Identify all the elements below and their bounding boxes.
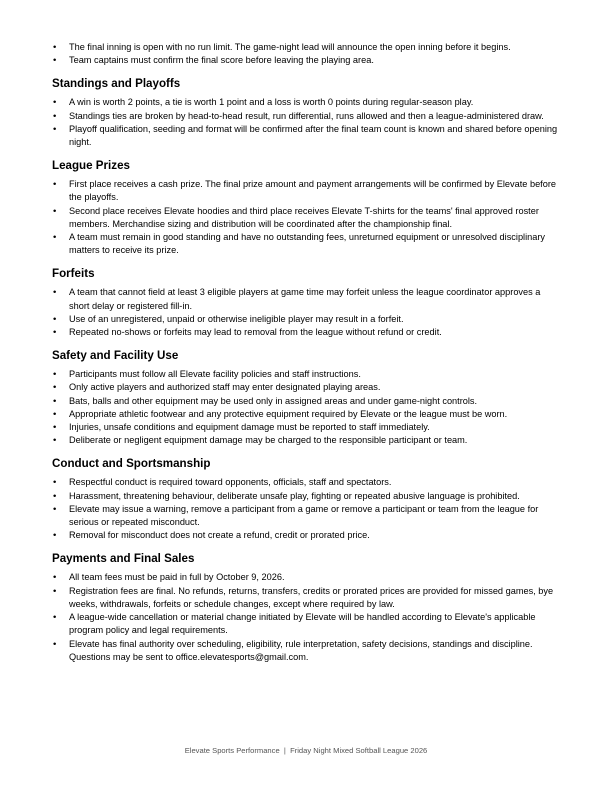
section-prizes (52, 159, 560, 257)
list-item: • Standings ties are broken by head-to-head result, run differential, runs allowed and then a league-administered draw. (52, 110, 560, 123)
bullet-list (52, 368, 560, 447)
bullet-list (52, 571, 560, 663)
list-item: • A win is worth 2 points, a tie is worth 1 point and a loss is worth 0 points during regular-season play. (52, 96, 560, 109)
section-conduct (52, 457, 560, 542)
list-item: • Participants must follow all Elevate facility policies and staff instructions. (52, 368, 560, 381)
list-item: • All team fees must be paid in full by October 9, 2026. (52, 571, 560, 584)
list-item: • Harassment, threatening behaviour, deliberate unsafe play, fighting or repeated abusive language is prohibited. (52, 490, 560, 503)
section-heading: Payments and Final Sales (52, 552, 195, 566)
list-item: • Elevate may issue a warning, remove a participant from a game or remove a participant or team from the league for serious or repeated misconduct. (52, 503, 560, 529)
bullet-list (52, 286, 560, 339)
list-item: • The final inning is open with no run limit. The game-night lead will announce the open inning before it begins. (52, 41, 560, 54)
list-item: • First place receives a cash prize. The final prize amount and payment arrangements will be confirmed by Elevate before the playoffs. (52, 178, 560, 204)
section-heading: Conduct and Sportsmanship (52, 457, 211, 471)
section-heading: League Prizes (52, 159, 130, 173)
list-item: • Only active players and authorized staff may enter designated playing areas. (52, 381, 560, 394)
list-item: • Elevate has final authority over scheduling, eligibility, rule interpretation, safety decisions, standings and discipline. Questions may be sent to office.elevatesports@gmail.com. (52, 638, 560, 664)
list-item: • Deliberate or negligent equipment damage may be charged to the responsible participant or team. (52, 434, 560, 447)
list-item: • Removal for misconduct does not create a refund, credit or prorated price. (52, 529, 560, 542)
list-item: • Use of an unregistered, unpaid or otherwise ineligible player may result in a forfeit. (52, 313, 560, 326)
intro-list (52, 41, 560, 67)
section-forfeits (52, 267, 560, 339)
section-heading: Forfeits (52, 267, 95, 281)
list-item: • Respectful conduct is required toward opponents, officials, staff and spectators. (52, 476, 560, 489)
section-payments (52, 552, 560, 663)
list-item: • Second place receives Elevate hoodies and third place receives Elevate T-shirts for the teams' final approved roster members. Merchandise sizing and distribution will be coordinated after the championship final. (52, 205, 560, 231)
list-item: • A team must remain in good standing and have no outstanding fees, unreturned equipment or unresolved disciplinary matters to receive its prize. (52, 231, 560, 257)
list-item: • Injuries, unsafe conditions and equipment damage must be reported to staff immediately. (52, 421, 560, 434)
section-standings (52, 77, 560, 149)
list-item: • A team that cannot field at least 3 eligible players at game time may forfeit unless the league coordinator approves a short delay or registered fill-in. (52, 286, 560, 312)
list-item: • Repeated no-shows or forfeits may lead to removal from the league without refund or credit. (52, 326, 560, 339)
section-safety (52, 349, 560, 447)
bullet-list (52, 178, 560, 257)
list-item: • Playoff qualification, seeding and format will be confirmed after the final team count is known and shared before opening night. (52, 123, 560, 149)
list-item: • Registration fees are final. No refunds, returns, transfers, credits or prorated prices are provided for missed games, bye weeks, withdrawals, forfeits or schedule changes, except where required by law. (52, 585, 560, 611)
bullet-list (52, 476, 560, 542)
page-content (52, 41, 560, 664)
section-heading: Safety and Facility Use (52, 349, 179, 363)
list-item: • Bats, balls and other equipment may be used only in assigned areas and under game-night controls. (52, 395, 560, 408)
page-footer: Elevate Sports Performance | Friday Night Mixed Softball League 2026 (184, 746, 428, 755)
list-item: • A league-wide cancellation or material change initiated by Elevate will be handled according to Elevate's applicable program policy and legal requirements. (52, 611, 560, 637)
list-item: • Team captains must confirm the final score before leaving the playing area. (52, 54, 560, 67)
section-heading: Standings and Playoffs (52, 77, 181, 91)
bullet-list (52, 96, 560, 149)
list-item: • Appropriate athletic footwear and any protective equipment required by Elevate or the league must be worn. (52, 408, 560, 421)
